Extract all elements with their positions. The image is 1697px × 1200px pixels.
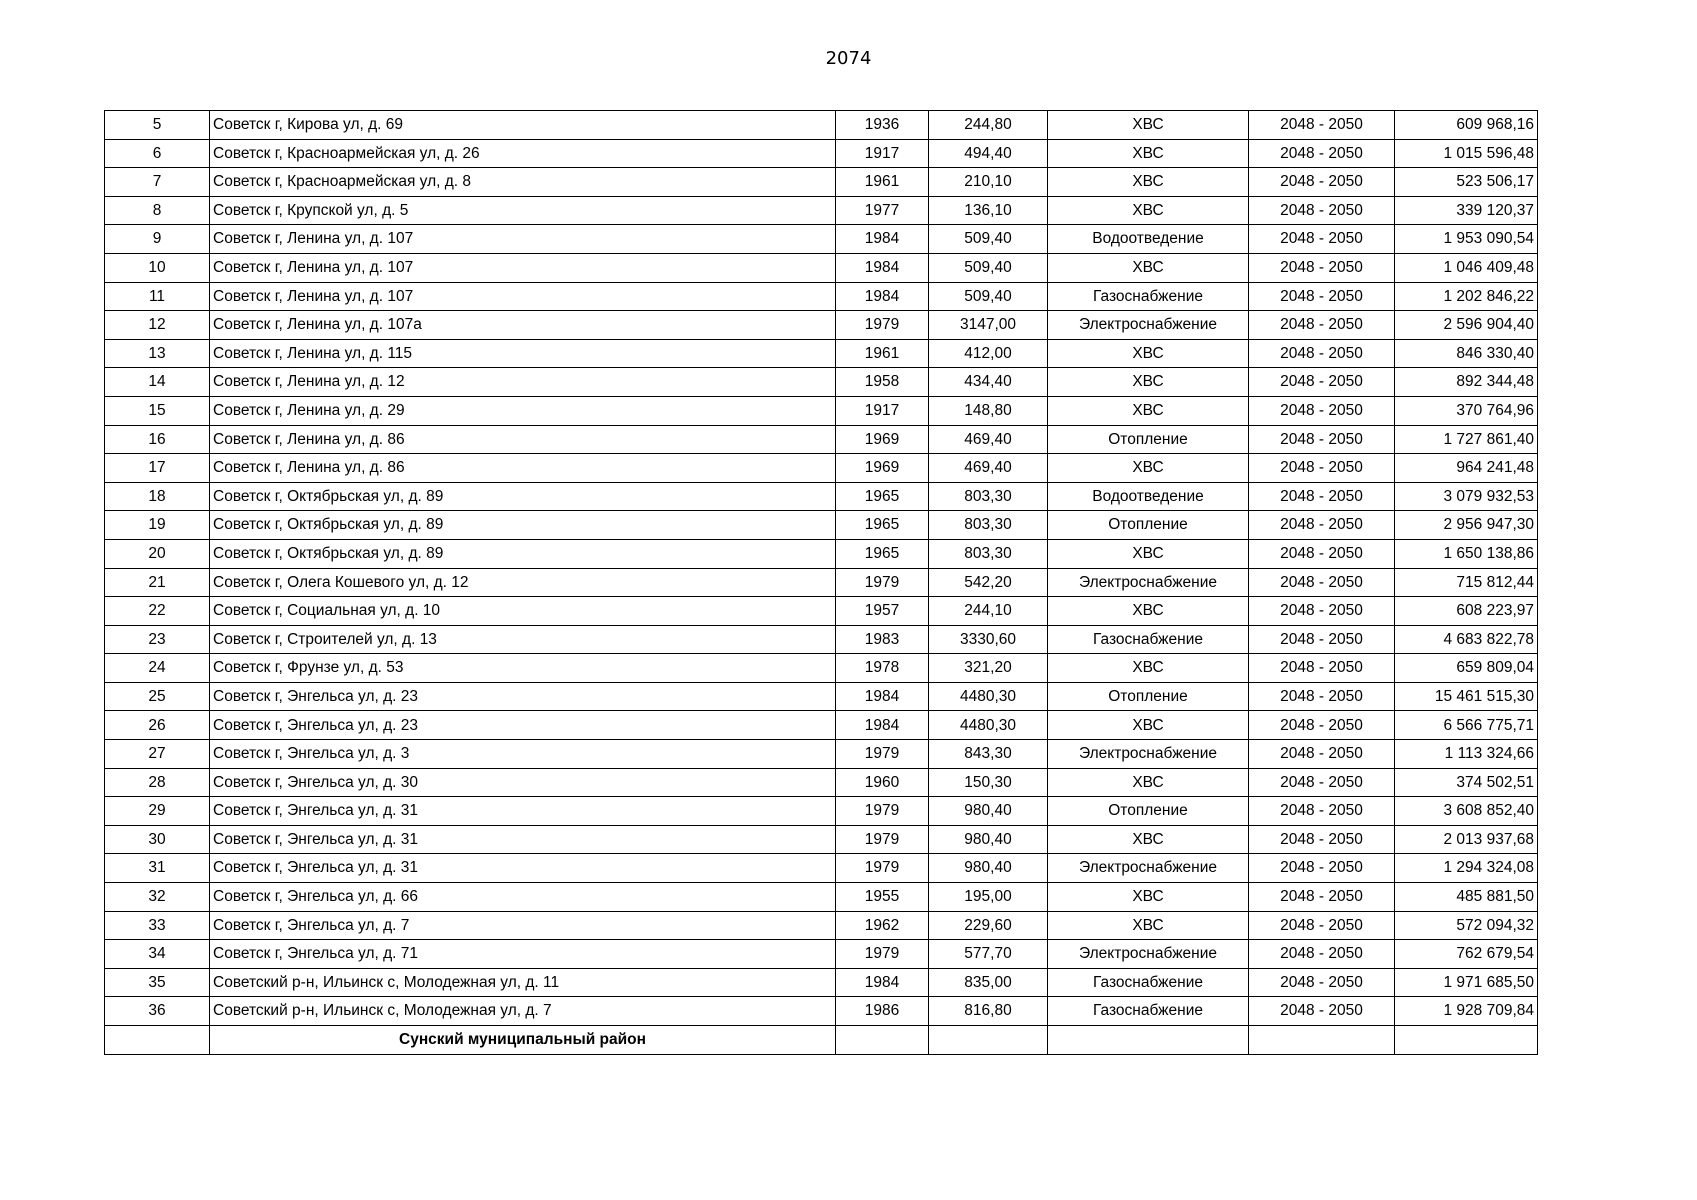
cost-cell: 2 956 947,30 [1395, 511, 1538, 540]
area-cell: 229,60 [929, 911, 1048, 940]
year-cell: 1979 [836, 797, 929, 826]
row-number: 29 [105, 797, 210, 826]
period-cell: 2048 - 2050 [1249, 682, 1395, 711]
cost-cell: 846 330,40 [1395, 339, 1538, 368]
row-number: 25 [105, 682, 210, 711]
table-body [105, 111, 1538, 1026]
cost-cell: 609 968,16 [1395, 111, 1538, 140]
period-cell: 2048 - 2050 [1249, 482, 1395, 511]
address-cell: Советск г, Кирова ул, д. 69 [210, 111, 836, 140]
period-cell: 2048 - 2050 [1249, 797, 1395, 826]
work-type-cell: ХВС [1048, 196, 1249, 225]
address-cell: Советский р-н, Ильинск с, Молодежная ул, д. 7 [210, 997, 836, 1026]
work-type-cell: Отопление [1048, 797, 1249, 826]
table-row [105, 911, 1538, 940]
cost-cell: 1 953 090,54 [1395, 225, 1538, 254]
address-cell: Советск г, Социальная ул, д. 10 [210, 597, 836, 626]
row-number: 14 [105, 368, 210, 397]
area-cell: 412,00 [929, 339, 1048, 368]
table-row [105, 854, 1538, 883]
table-row [105, 139, 1538, 168]
row-number: 28 [105, 768, 210, 797]
row-number: 22 [105, 597, 210, 626]
section-row [105, 1026, 1538, 1055]
year-cell: 1977 [836, 196, 929, 225]
period-cell: 2048 - 2050 [1249, 711, 1395, 740]
year-cell: 1986 [836, 997, 929, 1026]
table-row [105, 196, 1538, 225]
period-cell: 2048 - 2050 [1249, 883, 1395, 912]
address-cell: Советск г, Энгельса ул, д. 23 [210, 711, 836, 740]
row-number: 7 [105, 168, 210, 197]
address-cell: Советск г, Олега Кошевого ул, д. 12 [210, 568, 836, 597]
cost-cell: 572 094,32 [1395, 911, 1538, 940]
address-cell: Советск г, Строителей ул, д. 13 [210, 625, 836, 654]
year-cell: 1984 [836, 225, 929, 254]
address-cell: Советск г, Ленина ул, д. 86 [210, 454, 836, 483]
period-cell: 2048 - 2050 [1249, 311, 1395, 340]
work-type-cell: ХВС [1048, 883, 1249, 912]
address-cell: Советск г, Октябрьская ул, д. 89 [210, 482, 836, 511]
row-number: 12 [105, 311, 210, 340]
cost-cell: 1 015 596,48 [1395, 139, 1538, 168]
cost-cell: 4 683 822,78 [1395, 625, 1538, 654]
year-cell: 1979 [836, 311, 929, 340]
address-cell: Советск г, Энгельса ул, д. 71 [210, 940, 836, 969]
address-cell: Советск г, Энгельса ул, д. 7 [210, 911, 836, 940]
row-number: 8 [105, 196, 210, 225]
address-cell: Советск г, Энгельса ул, д. 66 [210, 883, 836, 912]
row-number: 24 [105, 654, 210, 683]
row-number: 33 [105, 911, 210, 940]
period-cell: 2048 - 2050 [1249, 825, 1395, 854]
cost-cell: 374 502,51 [1395, 768, 1538, 797]
table-row [105, 339, 1538, 368]
area-cell: 803,30 [929, 539, 1048, 568]
year-cell: 1917 [836, 139, 929, 168]
table-row [105, 539, 1538, 568]
row-number: 26 [105, 711, 210, 740]
cost-cell: 964 241,48 [1395, 454, 1538, 483]
address-cell: Советск г, Энгельса ул, д. 30 [210, 768, 836, 797]
period-cell: 2048 - 2050 [1249, 282, 1395, 311]
table-row [105, 111, 1538, 140]
period-cell: 2048 - 2050 [1249, 196, 1395, 225]
work-type-cell: Отопление [1048, 682, 1249, 711]
work-type-cell: ХВС [1048, 711, 1249, 740]
work-type-cell: Электроснабжение [1048, 940, 1249, 969]
table-row [105, 482, 1538, 511]
table-row [105, 654, 1538, 683]
row-number: 19 [105, 511, 210, 540]
row-number: 17 [105, 454, 210, 483]
cost-cell: 762 679,54 [1395, 940, 1538, 969]
year-cell: 1979 [836, 940, 929, 969]
table-row [105, 968, 1538, 997]
row-number: 16 [105, 425, 210, 454]
address-cell: Советск г, Ленина ул, д. 107 [210, 282, 836, 311]
work-type-cell: ХВС [1048, 168, 1249, 197]
address-cell: Советск г, Ленина ул, д. 107 [210, 253, 836, 282]
period-cell: 2048 - 2050 [1249, 225, 1395, 254]
row-number: 23 [105, 625, 210, 654]
table-row [105, 682, 1538, 711]
cost-cell: 1 294 324,08 [1395, 854, 1538, 883]
row-number: 34 [105, 940, 210, 969]
cost-cell: 339 120,37 [1395, 196, 1538, 225]
period-cell: 2048 - 2050 [1249, 339, 1395, 368]
row-number: 6 [105, 139, 210, 168]
cost-cell: 15 461 515,30 [1395, 682, 1538, 711]
cost-cell: 1 046 409,48 [1395, 253, 1538, 282]
row-number: 30 [105, 825, 210, 854]
table-row [105, 425, 1538, 454]
cost-cell: 1 928 709,84 [1395, 997, 1538, 1026]
row-number: 32 [105, 883, 210, 912]
period-cell: 2048 - 2050 [1249, 597, 1395, 626]
area-cell: 542,20 [929, 568, 1048, 597]
year-cell: 1936 [836, 111, 929, 140]
work-type-cell: ХВС [1048, 368, 1249, 397]
year-cell: 1984 [836, 682, 929, 711]
period-cell: 2048 - 2050 [1249, 253, 1395, 282]
row-number: 10 [105, 253, 210, 282]
address-cell: Советск г, Энгельса ул, д. 31 [210, 797, 836, 826]
table-row [105, 454, 1538, 483]
area-cell: 980,40 [929, 854, 1048, 883]
area-cell: 577,70 [929, 940, 1048, 969]
work-type-cell: Газоснабжение [1048, 282, 1249, 311]
year-cell: 1965 [836, 539, 929, 568]
table-row [105, 768, 1538, 797]
area-cell: 4480,30 [929, 711, 1048, 740]
row-number: 20 [105, 539, 210, 568]
table-row [105, 597, 1538, 626]
section-empty-cell [929, 1026, 1048, 1055]
area-cell: 244,80 [929, 111, 1048, 140]
year-cell: 1979 [836, 568, 929, 597]
area-cell: 980,40 [929, 825, 1048, 854]
year-cell: 1969 [836, 425, 929, 454]
work-type-cell: ХВС [1048, 768, 1249, 797]
address-cell: Советск г, Фрунзе ул, д. 53 [210, 654, 836, 683]
area-cell: 136,10 [929, 196, 1048, 225]
address-cell: Советск г, Энгельса ул, д. 3 [210, 740, 836, 769]
section-empty-cell [836, 1026, 929, 1055]
period-cell: 2048 - 2050 [1249, 768, 1395, 797]
work-type-cell: Электроснабжение [1048, 311, 1249, 340]
table-row [105, 568, 1538, 597]
period-cell: 2048 - 2050 [1249, 968, 1395, 997]
address-cell: Советск г, Ленина ул, д. 115 [210, 339, 836, 368]
work-type-cell: ХВС [1048, 911, 1249, 940]
period-cell: 2048 - 2050 [1249, 625, 1395, 654]
year-cell: 1958 [836, 368, 929, 397]
row-number: 9 [105, 225, 210, 254]
period-cell: 2048 - 2050 [1249, 368, 1395, 397]
row-number: 11 [105, 282, 210, 311]
table-row [105, 511, 1538, 540]
year-cell: 1984 [836, 282, 929, 311]
address-cell: Советск г, Энгельса ул, д. 31 [210, 825, 836, 854]
section-empty-cell [1395, 1026, 1538, 1055]
work-type-cell: Отопление [1048, 425, 1249, 454]
period-cell: 2048 - 2050 [1249, 740, 1395, 769]
period-cell: 2048 - 2050 [1249, 454, 1395, 483]
work-type-cell: ХВС [1048, 597, 1249, 626]
period-cell: 2048 - 2050 [1249, 139, 1395, 168]
table-row [105, 825, 1538, 854]
table-row [105, 997, 1538, 1026]
row-number: 31 [105, 854, 210, 883]
period-cell: 2048 - 2050 [1249, 940, 1395, 969]
area-cell: 509,40 [929, 253, 1048, 282]
cost-cell: 892 344,48 [1395, 368, 1538, 397]
year-cell: 1978 [836, 654, 929, 683]
cost-cell: 1 113 324,66 [1395, 740, 1538, 769]
cost-cell: 1 650 138,86 [1395, 539, 1538, 568]
year-cell: 1965 [836, 511, 929, 540]
table-row [105, 625, 1538, 654]
period-cell: 2048 - 2050 [1249, 425, 1395, 454]
table-row [105, 253, 1538, 282]
row-number: 35 [105, 968, 210, 997]
work-type-cell: ХВС [1048, 539, 1249, 568]
year-cell: 1957 [836, 597, 929, 626]
year-cell: 1917 [836, 396, 929, 425]
row-number: 13 [105, 339, 210, 368]
year-cell: 1955 [836, 883, 929, 912]
section-title: Сунский муниципальный район [210, 1026, 836, 1055]
address-cell: Советск г, Октябрьская ул, д. 89 [210, 511, 836, 540]
work-type-cell: Водоотведение [1048, 482, 1249, 511]
area-cell: 803,30 [929, 482, 1048, 511]
address-cell: Советск г, Красноармейская ул, д. 8 [210, 168, 836, 197]
section-num-cell [105, 1026, 210, 1055]
year-cell: 1969 [836, 454, 929, 483]
row-number: 36 [105, 997, 210, 1026]
period-cell: 2048 - 2050 [1249, 854, 1395, 883]
cost-cell: 608 223,97 [1395, 597, 1538, 626]
address-cell: Советск г, Ленина ул, д. 107а [210, 311, 836, 340]
work-type-cell: ХВС [1048, 654, 1249, 683]
cost-cell: 3 079 932,53 [1395, 482, 1538, 511]
work-type-cell: ХВС [1048, 396, 1249, 425]
table-row [105, 883, 1538, 912]
work-type-cell: ХВС [1048, 139, 1249, 168]
work-type-cell: Водоотведение [1048, 225, 1249, 254]
cost-cell: 2 596 904,40 [1395, 311, 1538, 340]
area-cell: 244,10 [929, 597, 1048, 626]
period-cell: 2048 - 2050 [1249, 568, 1395, 597]
row-number: 15 [105, 396, 210, 425]
work-type-cell: ХВС [1048, 253, 1249, 282]
cost-cell: 659 809,04 [1395, 654, 1538, 683]
period-cell: 2048 - 2050 [1249, 911, 1395, 940]
year-cell: 1979 [836, 825, 929, 854]
table-row [105, 396, 1538, 425]
address-cell: Советск г, Энгельса ул, д. 23 [210, 682, 836, 711]
buildings-table [104, 110, 1538, 1055]
cost-cell: 2 013 937,68 [1395, 825, 1538, 854]
area-cell: 195,00 [929, 883, 1048, 912]
area-cell: 816,80 [929, 997, 1048, 1026]
year-cell: 1962 [836, 911, 929, 940]
period-cell: 2048 - 2050 [1249, 111, 1395, 140]
year-cell: 1960 [836, 768, 929, 797]
work-type-cell: Отопление [1048, 511, 1249, 540]
cost-cell: 370 764,96 [1395, 396, 1538, 425]
row-number: 27 [105, 740, 210, 769]
period-cell: 2048 - 2050 [1249, 654, 1395, 683]
table-row [105, 168, 1538, 197]
table-row [105, 311, 1538, 340]
address-cell: Советский р-н, Ильинск с, Молодежная ул, д. 11 [210, 968, 836, 997]
work-type-cell: Электроснабжение [1048, 568, 1249, 597]
cost-cell: 523 506,17 [1395, 168, 1538, 197]
year-cell: 1983 [836, 625, 929, 654]
year-cell: 1979 [836, 740, 929, 769]
table-row [105, 225, 1538, 254]
section-empty-cell [1048, 1026, 1249, 1055]
area-cell: 150,30 [929, 768, 1048, 797]
row-number: 21 [105, 568, 210, 597]
year-cell: 1984 [836, 711, 929, 740]
year-cell: 1979 [836, 854, 929, 883]
area-cell: 148,80 [929, 396, 1048, 425]
year-cell: 1984 [836, 968, 929, 997]
work-type-cell: Электроснабжение [1048, 854, 1249, 883]
period-cell: 2048 - 2050 [1249, 168, 1395, 197]
period-cell: 2048 - 2050 [1249, 396, 1395, 425]
table-row [105, 282, 1538, 311]
address-cell: Советск г, Крупской ул, д. 5 [210, 196, 836, 225]
page-number: 2074 [825, 48, 872, 69]
row-number: 5 [105, 111, 210, 140]
work-type-cell: ХВС [1048, 454, 1249, 483]
table-row [105, 711, 1538, 740]
year-cell: 1965 [836, 482, 929, 511]
cost-cell: 1 971 685,50 [1395, 968, 1538, 997]
area-cell: 803,30 [929, 511, 1048, 540]
year-cell: 1961 [836, 168, 929, 197]
address-cell: Советск г, Октябрьская ул, д. 89 [210, 539, 836, 568]
period-cell: 2048 - 2050 [1249, 539, 1395, 568]
area-cell: 509,40 [929, 282, 1048, 311]
table-row [105, 797, 1538, 826]
area-cell: 434,40 [929, 368, 1048, 397]
address-cell: Советск г, Ленина ул, д. 86 [210, 425, 836, 454]
area-cell: 4480,30 [929, 682, 1048, 711]
year-cell: 1984 [836, 253, 929, 282]
address-cell: Советск г, Ленина ул, д. 29 [210, 396, 836, 425]
area-cell: 494,40 [929, 139, 1048, 168]
area-cell: 321,20 [929, 654, 1048, 683]
table-row [105, 940, 1538, 969]
work-type-cell: Газоснабжение [1048, 968, 1249, 997]
work-type-cell: ХВС [1048, 339, 1249, 368]
work-type-cell: Газоснабжение [1048, 625, 1249, 654]
area-cell: 210,10 [929, 168, 1048, 197]
cost-cell: 1 727 861,40 [1395, 425, 1538, 454]
address-cell: Советск г, Ленина ул, д. 12 [210, 368, 836, 397]
area-cell: 843,30 [929, 740, 1048, 769]
period-cell: 2048 - 2050 [1249, 997, 1395, 1026]
address-cell: Советск г, Красноармейская ул, д. 26 [210, 139, 836, 168]
address-cell: Советск г, Ленина ул, д. 107 [210, 225, 836, 254]
cost-cell: 3 608 852,40 [1395, 797, 1538, 826]
area-cell: 980,40 [929, 797, 1048, 826]
work-type-cell: Электроснабжение [1048, 740, 1249, 769]
table-row [105, 740, 1538, 769]
area-cell: 509,40 [929, 225, 1048, 254]
area-cell: 3330,60 [929, 625, 1048, 654]
cost-cell: 6 566 775,71 [1395, 711, 1538, 740]
work-type-cell: ХВС [1048, 111, 1249, 140]
table-row [105, 368, 1538, 397]
section-empty-cell [1249, 1026, 1395, 1055]
work-type-cell: ХВС [1048, 825, 1249, 854]
row-number: 18 [105, 482, 210, 511]
cost-cell: 1 202 846,22 [1395, 282, 1538, 311]
area-cell: 835,00 [929, 968, 1048, 997]
area-cell: 469,40 [929, 425, 1048, 454]
cost-cell: 715 812,44 [1395, 568, 1538, 597]
address-cell: Советск г, Энгельса ул, д. 31 [210, 854, 836, 883]
work-type-cell: Газоснабжение [1048, 997, 1249, 1026]
cost-cell: 485 881,50 [1395, 883, 1538, 912]
year-cell: 1961 [836, 339, 929, 368]
period-cell: 2048 - 2050 [1249, 511, 1395, 540]
area-cell: 469,40 [929, 454, 1048, 483]
area-cell: 3147,00 [929, 311, 1048, 340]
